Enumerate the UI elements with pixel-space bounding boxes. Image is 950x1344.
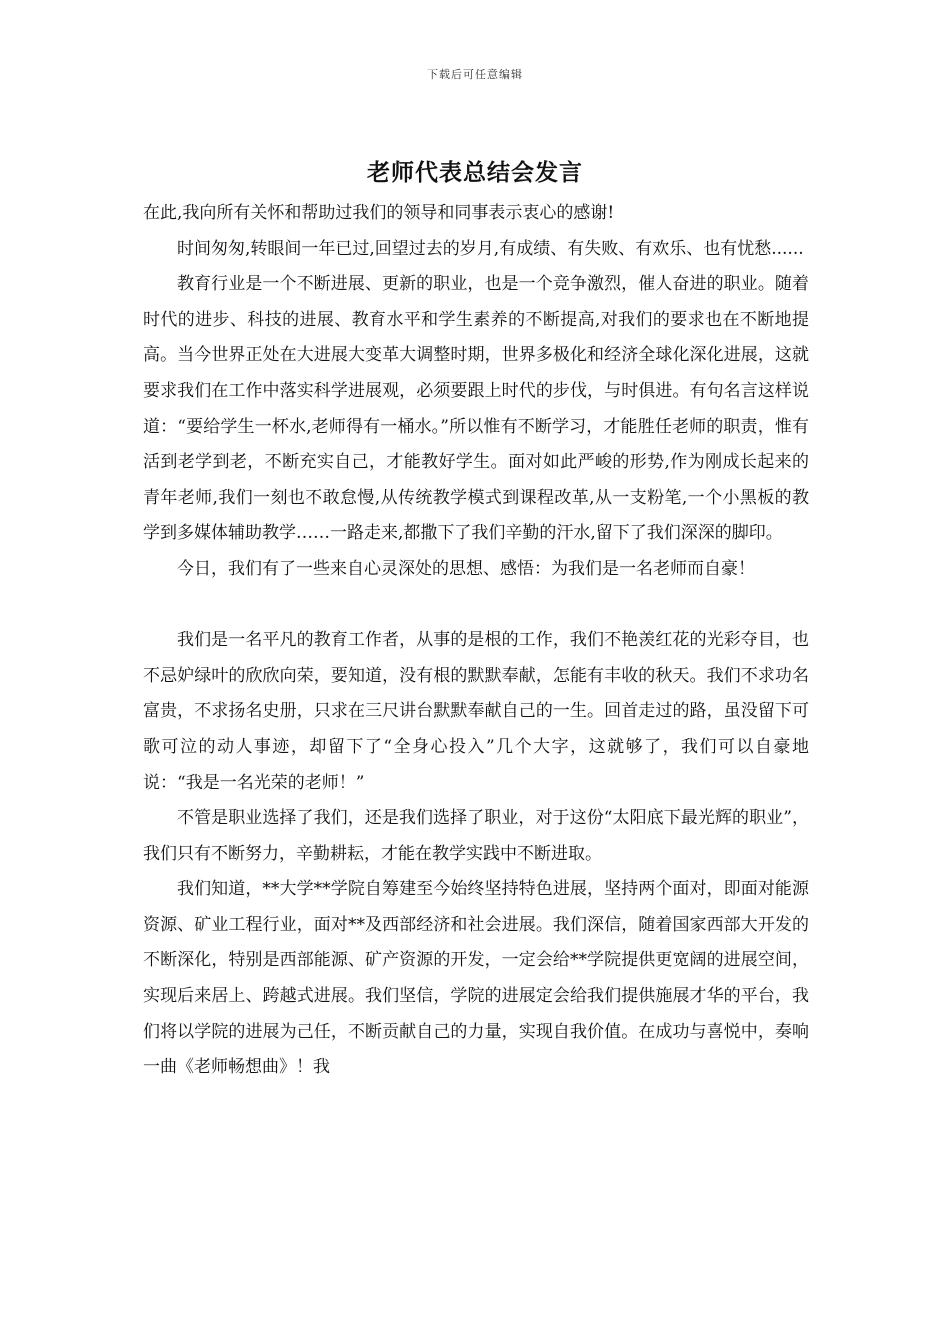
paragraph-pride: 今日，我们有了一些来自心灵深处的思想、感悟：为我们是一名老师而自豪！ xyxy=(177,558,755,579)
paragraph-time: 时间匆匆,转眼间一年已过,回望过去的岁月,有成绩、有失败、有欢乐、也有忧愁...... xyxy=(177,238,804,259)
paragraph-college-development: 我们知道，**大学**学院自筹建至今始终坚持特色进展，坚持两个面对，即面对能源资源、矿业工程行业，面对**及西部经济和社会进展。我们深信，随着国家西部大开发的不断深化，特别是西部能源、矿产资源的开发，一定会给**学院提供更宽阔的进展空间，实现后来居上、跨越式进展。我们坚信，学院的进展定会给我们提供施展才华的平台，我们将以学院的进展为己任，不断贡献自己的力量，实现自我价值。在成功与喜悦中，奏响一曲《老师畅想曲》！我 xyxy=(143,879,809,1078)
paragraph-career-choice: 不管是职业选择了我们，还是我们选择了职业，对于这份“太阳底下最光辉的职业”，我们只有不断努力，辛勤耕耘，才能在教学实践中不断进取。 xyxy=(143,808,809,864)
document-body xyxy=(143,196,809,1086)
document-title: 老师代表总结会发言 xyxy=(367,159,583,186)
header-note: 下载后可任意编辑 xyxy=(427,68,523,81)
paragraph-thanks: 在此,我向所有关怀和帮助过我们的领导和同事表示衷心的感谢! xyxy=(143,203,615,223)
paragraph-education-industry: 教育行业是一个不断进展、更新的职业，也是一个竞争激烈，催人奋进的职业。随着时代的进步、科技的进展、教育水平和学生素养的不断提高,对我们的要求也在不断地提高。当今世界正处在大进展大变革大调整时期，世界多极化和经济全球化深化进展，这就要求我们在工作中落实科学进展观，必须要跟上时代的步伐，与时俱进。有句名言这样说道：“要给学生一杯水,老师得有一桶水。”所以惟有不断学习，才能胜任老师的职责，惟有活到老学到老，不断充实自己，才能教好学生。面对如此严峻的形势,作为刚成长起来的青年老师,我们一刻也不敢怠慢,从传统教学模式到课程改革,从一支粉笔,一个小黑板的教学到多媒体辅助教学……一路走来,都撒下了我们辛勤的汗水,留下了我们深深的脚印。 xyxy=(143,274,809,544)
paragraph-spacer xyxy=(143,588,809,624)
paragraph-ordinary-educator: 我们是一名平凡的教育工作者，从事的是根的工作，我们不艳羡红花的光彩夺目，也不忌妒绿叶的欣欣向荣，要知道，没有根的默默奉献，怎能有丰收的秋天。我们不求功名富贵，不求扬名史册，只求在三尺讲台默默奉献自己的一生。回首走过的路，虽没留下可歌可泣的动人事迹，却留下了“全身心投入”几个大字，这就够了，我们可以自豪地说：“我是一名光荣的老师！” xyxy=(143,630,809,793)
